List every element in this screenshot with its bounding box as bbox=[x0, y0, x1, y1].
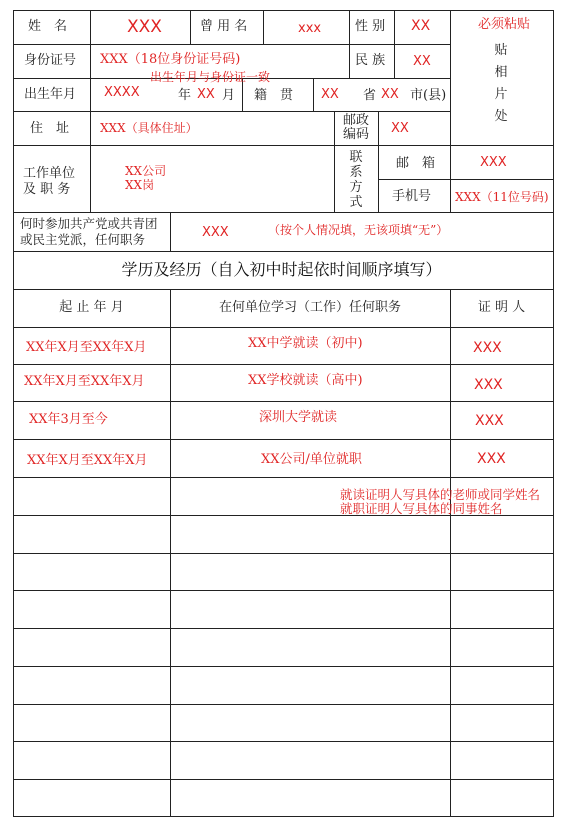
row-line bbox=[13, 741, 554, 742]
history-period[interactable]: XX年3月至今 bbox=[29, 412, 108, 427]
witness-note bbox=[340, 488, 540, 516]
row-line bbox=[13, 111, 450, 112]
col-line bbox=[378, 111, 379, 212]
row-line bbox=[13, 704, 554, 705]
witness-note-line: 就读证明人写具体的老师或同学姓名 bbox=[340, 487, 541, 502]
border-right bbox=[553, 10, 554, 817]
row-line bbox=[13, 628, 554, 629]
photo-char: 处 bbox=[494, 109, 508, 124]
postcode-label bbox=[343, 114, 369, 142]
col-line bbox=[170, 212, 171, 251]
email-label: 邮 箱 bbox=[396, 156, 436, 171]
photo-char: 片 bbox=[494, 87, 508, 102]
birth-month-value[interactable]: XX bbox=[197, 87, 215, 102]
id-number-value[interactable]: XXX（18位身份证号码) bbox=[100, 52, 241, 67]
province-label: 省 bbox=[363, 88, 377, 103]
row-line bbox=[13, 590, 554, 591]
section-title: 学历及经历（自入初中时起依时间顺序填写） bbox=[121, 260, 442, 279]
history-witness[interactable]: XXX bbox=[473, 340, 502, 356]
row-line bbox=[13, 477, 554, 478]
row-line bbox=[13, 251, 554, 252]
col-line bbox=[263, 10, 264, 44]
history-unit[interactable]: XX学校就读（高中) bbox=[248, 373, 363, 388]
history-period[interactable]: XX年X月至XX年X月 bbox=[26, 340, 147, 355]
row-line bbox=[13, 439, 554, 440]
year-label: 年 bbox=[178, 88, 192, 103]
photo-char: 贴 bbox=[494, 43, 508, 58]
native-b-value[interactable]: XX bbox=[381, 87, 399, 102]
border-left bbox=[13, 10, 14, 817]
col-line bbox=[394, 10, 395, 78]
postcode-value[interactable]: XX bbox=[391, 121, 409, 136]
phone-label: 手机号 bbox=[392, 189, 432, 204]
work-company: XX公司 bbox=[125, 164, 167, 178]
col-unit-header: 在何单位学习（工作）任何职务 bbox=[218, 300, 401, 315]
phone-value[interactable]: XXX（11位号码) bbox=[455, 190, 549, 204]
ethnicity-label: 民 族 bbox=[355, 53, 386, 68]
history-period[interactable]: XX年X月至XX年X月 bbox=[24, 374, 145, 389]
party-value[interactable]: XXX bbox=[202, 225, 229, 240]
id-number-label: 身份证号 bbox=[24, 53, 77, 68]
contact-label-char: 系 bbox=[349, 165, 363, 180]
birth-year-value[interactable]: XXXX bbox=[104, 85, 140, 100]
col-line bbox=[349, 10, 350, 78]
col-witness-header: 证 明 人 bbox=[477, 300, 526, 315]
photo-placeholder bbox=[493, 40, 509, 128]
row-line bbox=[13, 327, 554, 328]
col-line bbox=[90, 10, 91, 212]
party-label-line: 或民主党派，任何职务 bbox=[20, 232, 146, 247]
native-a-value[interactable]: XX bbox=[321, 87, 339, 102]
row-line bbox=[378, 179, 554, 180]
history-witness[interactable]: XXX bbox=[475, 413, 504, 429]
contact-label-char: 联 bbox=[349, 150, 363, 165]
row-line bbox=[13, 779, 554, 780]
month-label: 月 bbox=[222, 88, 236, 103]
party-note: （按个人情况填，无该项填“无”） bbox=[268, 223, 449, 237]
work-label bbox=[23, 166, 75, 198]
row-line bbox=[13, 212, 554, 213]
work-position: XX岗 bbox=[125, 178, 155, 192]
id-hint: 出生年月与身份证一致 bbox=[150, 70, 271, 84]
work-value[interactable] bbox=[125, 164, 166, 192]
col-line bbox=[450, 10, 451, 212]
col-line bbox=[313, 78, 314, 111]
row-line bbox=[13, 44, 450, 45]
contact-label-char: 方 bbox=[349, 180, 363, 195]
history-period[interactable]: XX年X月至XX年X月 bbox=[27, 453, 148, 468]
contact-label bbox=[348, 150, 364, 210]
name-value[interactable]: XXX bbox=[127, 17, 162, 37]
work-label-line: 及 职 务 bbox=[23, 182, 71, 197]
gender-value[interactable]: XX bbox=[411, 18, 431, 34]
row-line bbox=[13, 666, 554, 667]
native-place-label: 籍 贯 bbox=[254, 88, 294, 103]
party-label-line: 何时参加共产党或共青团 bbox=[20, 216, 158, 231]
border-bottom bbox=[13, 816, 554, 817]
row-line bbox=[13, 289, 554, 290]
postcode-label-line: 编码 bbox=[343, 127, 370, 142]
address-value[interactable]: XXX（具体住址） bbox=[100, 121, 198, 135]
row-line bbox=[13, 553, 554, 554]
border-top bbox=[13, 10, 554, 11]
former-name-value[interactable]: xxx bbox=[298, 21, 322, 36]
former-name-label: 曾 用 名 bbox=[200, 19, 248, 34]
col-line bbox=[334, 111, 335, 212]
postcode-label-line: 邮政 bbox=[343, 113, 370, 128]
row-line bbox=[13, 401, 554, 402]
ethnicity-value[interactable]: XX bbox=[413, 54, 431, 69]
row-line bbox=[13, 364, 554, 365]
history-witness[interactable]: XXX bbox=[474, 377, 503, 393]
gender-label: 性 别 bbox=[355, 19, 386, 34]
history-unit[interactable]: XX中学就读（初中) bbox=[248, 336, 363, 351]
col-line bbox=[170, 289, 171, 817]
party-label bbox=[20, 216, 158, 248]
email-value[interactable]: XXX bbox=[480, 155, 507, 170]
col-line bbox=[190, 10, 191, 44]
address-label: 住 址 bbox=[30, 121, 70, 136]
name-label: 姓 名 bbox=[28, 19, 68, 34]
photo-note: 必须粘贴 bbox=[478, 17, 531, 32]
city-label: 市(县) bbox=[410, 88, 447, 103]
photo-char: 相 bbox=[494, 65, 508, 80]
work-label-line: 工作单位 bbox=[23, 166, 76, 181]
history-witness[interactable]: XXX bbox=[477, 451, 506, 467]
history-unit[interactable]: 深圳大学就读 bbox=[259, 410, 338, 425]
history-unit[interactable]: XX公司/单位就职 bbox=[261, 452, 362, 467]
col-line bbox=[450, 289, 451, 817]
col-period-header: 起 止 年 月 bbox=[59, 300, 124, 315]
witness-note-line: 就职证明人写具体的同事姓名 bbox=[340, 501, 503, 516]
row-line bbox=[13, 145, 554, 146]
birth-label: 出生年月 bbox=[24, 87, 77, 102]
contact-label-char: 式 bbox=[349, 195, 363, 210]
